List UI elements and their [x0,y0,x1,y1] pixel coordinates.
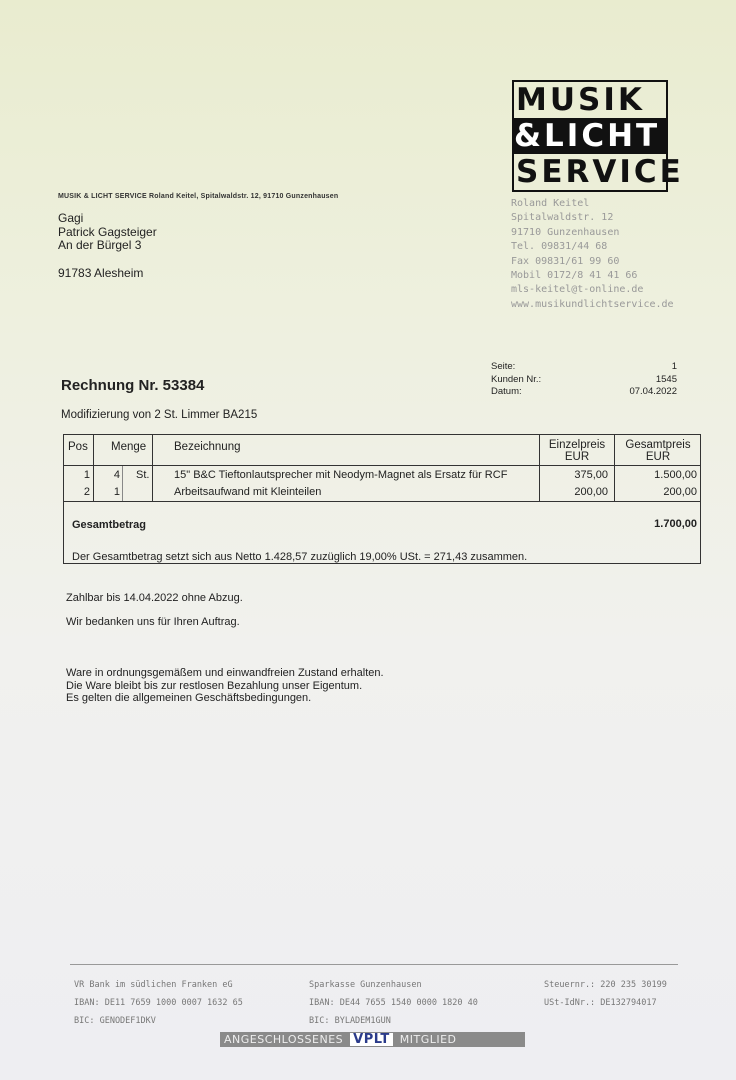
footer-line: BIC: BYLADEM1GUN [309,1016,391,1026]
thanks-text: Wir bedanken uns für Ihren Auftrag. [66,616,240,628]
header-einzelpreis-label: Einzelpreis [548,439,606,451]
footer-line: VR Bank im südlichen Franken eG [74,980,233,990]
row-1-pos: 1 [83,469,90,481]
footer-line: BIC: GENODEF1DKV [74,1016,156,1026]
invoice-table [63,434,701,564]
row-2-price: 200,00 [574,486,608,498]
logo-line-2: &LICHT [512,118,668,154]
footer-bank-1 [74,976,243,1030]
address-line: Fax 09831/61 99 60 [511,255,620,267]
address-line: mls-keitel@t-online.de [511,284,644,296]
tax-note: Der Gesamtbetrag setzt sich aus Netto 1.428,57 zuzüglich 19,00% USt. = 271,43 zusammen. [72,551,528,563]
address-line: 91710 Gunzenhausen [511,226,620,238]
footer-bank-2 [309,976,478,1030]
footer-line: USt-IdNr.: DE132794017 [544,998,657,1008]
page-label: Seite: [491,361,516,372]
vplt-logo: VPLT [350,1033,393,1046]
recipient-address [58,212,157,280]
customer-value: 1545 [655,373,677,385]
address-line: Spitalwaldstr. 12 [511,212,614,224]
row-1-unit: St. [136,469,150,481]
row-1-qty: 4 [113,469,120,481]
footer-divider [70,964,678,965]
header-pos: Pos [68,441,88,453]
row-2-pos: 2 [83,486,90,498]
invoice-title: Rechnung Nr. 53384 [61,377,205,394]
condition-line: Es gelten die allgemeinen Geschäftsbedingungen. [66,692,312,704]
badge-left-text: ANGESCHLOSSENES [224,1033,344,1046]
invoice-meta [491,361,677,399]
company-logo [512,80,684,192]
row-1-total: 1.500,00 [654,469,697,481]
row-1-desc: 15" B&C Tieftonlautsprecher mit Neodym-Magnet als Ersatz für RCF [174,469,508,481]
customer-label: Kunden Nr.: [491,373,542,385]
recipient-line: Gagi [58,211,84,225]
sender-line: MUSIK & LICHT SERVICE Roland Keitel, Spitalwaldstr. 12, 91710 Gunzenhausen [58,193,339,200]
footer-line: IBAN: DE44 7655 1540 0000 1820 40 [309,998,478,1008]
footer-line: Sparkasse Gunzenhausen [309,980,422,990]
recipient-city: 91783 Alesheim [58,265,144,280]
header-gesamtpreis-label: Gesamtpreis [625,439,691,451]
date-label: Datum: [491,386,522,397]
row-2-total: 200,00 [663,486,697,498]
recipient-line: Patrick Gagsteiger [58,224,157,239]
date-value: 07.04.2022 [629,386,677,397]
total-value: 1.700,00 [654,518,697,530]
address-line: Tel. 09831/44 68 [511,241,608,253]
header-gesamtpreis [615,439,701,463]
payment-terms: Zahlbar bis 14.04.2022 ohne Abzug. [66,592,243,604]
footer-line: Steuernr.: 220 235 30199 [544,980,667,990]
footer-tax [544,976,667,1012]
header-einzelpreis-unit: EUR [564,451,590,463]
address-line: Roland Keitel [511,198,590,209]
page-value: 1 [671,361,677,372]
footer-line: IBAN: DE11 7659 1000 0007 1632 65 [74,998,243,1008]
address-line: Mobil 0172/8 41 41 66 [511,270,638,282]
conditions [66,667,384,705]
condition-line: Ware in ordnungsgemäßem und einwandfreien Zustand erhalten. [66,667,384,679]
recipient-line: An der Bürgel 3 [58,238,142,252]
condition-line: Die Ware bleibt bis zur restlosen Bezahlung unser Eigentum. [66,679,363,692]
header-bezeichnung: Bezeichnung [174,441,241,453]
badge-right-text: MITGLIED [399,1033,457,1046]
company-address [511,197,674,312]
logo-line-1: MUSIK [512,80,668,118]
vplt-member-badge [220,1032,525,1047]
header-einzelpreis [540,439,614,463]
address-line: www.musikundlichtservice.de [511,298,674,310]
total-label: Gesamtbetrag [72,519,146,531]
logo-line-3: SERVICE [512,154,668,192]
invoice-subtitle: Modifizierung von 2 St. Limmer BA215 [61,409,258,421]
header-menge: Menge [111,441,147,453]
header-gesamtpreis-unit: EUR [645,451,671,463]
row-2-desc: Arbeitsaufwand mit Kleinteilen [174,486,322,498]
row-2-qty: 1 [113,486,120,498]
row-1-price: 375,00 [574,469,608,481]
